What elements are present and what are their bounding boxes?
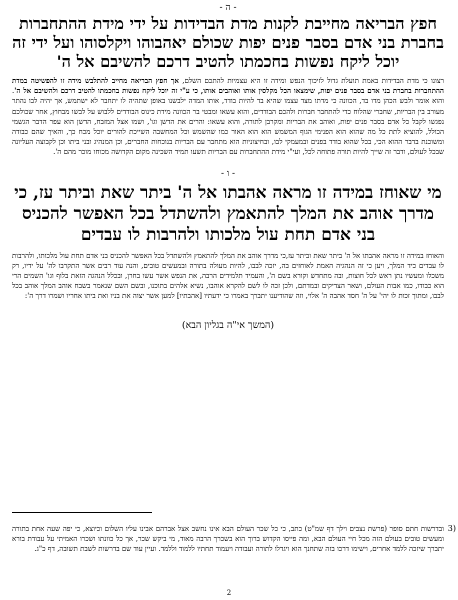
footnote-divider [12, 512, 152, 513]
body-paragraph: והאוחז במידה זו מראה אהבתו אל ה' ביתר שאת וביתר עז,כי מדרך אוהב את המלך להתאמץ ולהשתדל בכל האפשר להכניס בני אדם תחת עול מלכותו, ולהרבות לו עבדים כיד המלך, ויען כי זה הנהגיה האמת לאוחזים בה, יזכה לבבו, להיות מעולה בתורה ובמעשים טובים, והנה עוד רבים אשר התקרבו לה' על ידיו, רק משכלו ומעשיו נתן ראש לכל חוצות, ובה מתחדש וקורא בשם ה', והעמיד תלמידים הרבה, את הנפש אשר עשו בחרן, ובכלל הנהגה הזאת בלוף וגו' השמים הרי הוא כבודו, כמו אבות העולם, ושאר הצדיקים ובמדתם, ולכן זכה לו לשם להקרא אוהבו, נשיא אלהים בתוכנו, ובשם השם שנאמר בשבח אוהב המלך אוהב בכל לבבו, ומתוך זכות לו יהי' על ה' חסד אהבה ה' אלוי, וזה שהודיענו יתברך באמרו כי ידעתיו [אהבתיו] למען אשר יצוה את בניו ואת ביתו אחריו ושמרו דרך ה': [12, 250, 444, 301]
section-heading: חפץ הבריאה מחייבת לקנות מדת הבדידות על ידי מידת ההתחברות בחברת בני אדם בסבר פנים יפות שכולם יאהבוהו ויקלסוהו ועל ידי זה יוכל ליקח נפשות בחכמתו להטיב דרכם להשיבם אל ה' [12, 14, 444, 71]
footnote [12, 524, 456, 555]
section-marker: - ו - [220, 168, 236, 179]
body-text-run: . והוא אומר ולבש הכהן מדו בד, הכוונה כי מדתו מצד עצמו שהיא בד להיות בודד, אותו המדה ילבשנו באופן שתהיה לו יתחבר לא ישתמש, אך יהיה לבו נהתר מעורב בין הבריות, שחברי שהלוח כדי להתחבר חברות ולהכם הבודדים, והוא עשאו ומבטי בר הכוונה מידת כינוס הבודדים ללבוש על לבשו מבחוץ, אחר שכולכם נפגשו לקבל כל אדם בסבר פנים יפות, ואוהב את הבריות ומקרבן לתורה, והוא עשאו: והרים את הדשן וגו', ושמו אצל המזבח, הדשן הוא עפר הדבר הגשמי הכולל, להוציא לתת כל מה שהוא הוא הפנימי הגוף המשמש הוא הוא האור כמו שהשמש וכל המחשבה השייכת להורים יוכל מכח כך, והאיך שהם כבודה ומשוכנת בדבר ההוא הכי, בכל שהוא בודד בפנים ובמעמקי לבו, ובחיצוניות הוא מתחבר עם הבריות בנוכחות החברים, וכן המנהיג ובני ביתו וכן לקבוצה העליונה שבכל לעולם, ודבר זה שייך להיות תורה פתוחה לכל, ועי"י מידת ההתחברות עם הבריות תשעו תמיד השכינה מקום הקדושה מכוחו מוכר מהם ה'. [12, 86, 445, 157]
body-text-run: רצונו כי מדת הבדידות באמת תועלת גדול לזיכוך הנפש ומידה זו היא עצמיות להתכם השלם, [178, 76, 444, 85]
section-heading: מי שאוחז במידה זו מראה אהבתו אל ה' ביתר שאת וביתר עז, כי מדרך אוהב את המלך להתאמץ ולהשתדל בכל האפשר להכניס בני אדם תחת עול מלכותו ולהרבות לו עבדים [14, 182, 442, 245]
footnote-number: 3) [447, 524, 456, 533]
section-marker: - ה - [219, 3, 237, 13]
page-number: 2 [226, 589, 232, 597]
body-paragraph [12, 76, 444, 158]
bold-text-run: אך חפץ הבריאה מחייב להתלבש מידה זו להפשיטה במדת ההתחברות בחברת בני אדם בסבר פנים יפות, שימצאו הכל מקלסין אותו ואוהבים אותו, כי ע"י זה יוכל ליקח נפשות בחכמתו להטיב דרכם ולהשיבם אל ה' [12, 76, 444, 96]
continued-note: (המשך אי"ה בגליון הבא) [181, 319, 275, 331]
footnote-text: ובדרשות חתם סופר (פרשת נצבים וילך דף שמ"ט) כתב, כי כל שכר העולם הבא אינו נחשב אצל אברהם אבינו עליו השלום וכיוצא, כי יפה שעה אחת בתורה ומעשים טובים בעולם הזה מכל חיי העולם הבא, ומה פייסו הקדוש ברוך הוא בשכרך הרבה מאוד, מי ביקש שכר, אך כל כוונתו ושכרו האמיתי על עבודת בורא יתברך שיזכה ללמד אחרים, וישימו דרכו בזה שתחנך הוא ויגדלו לתורה ועבודה ויעמוד תחתיו ללמוד וללמד. ועיין עוד שם בדרשות לשבת תשובה, דף כ"ג. [12, 524, 444, 554]
